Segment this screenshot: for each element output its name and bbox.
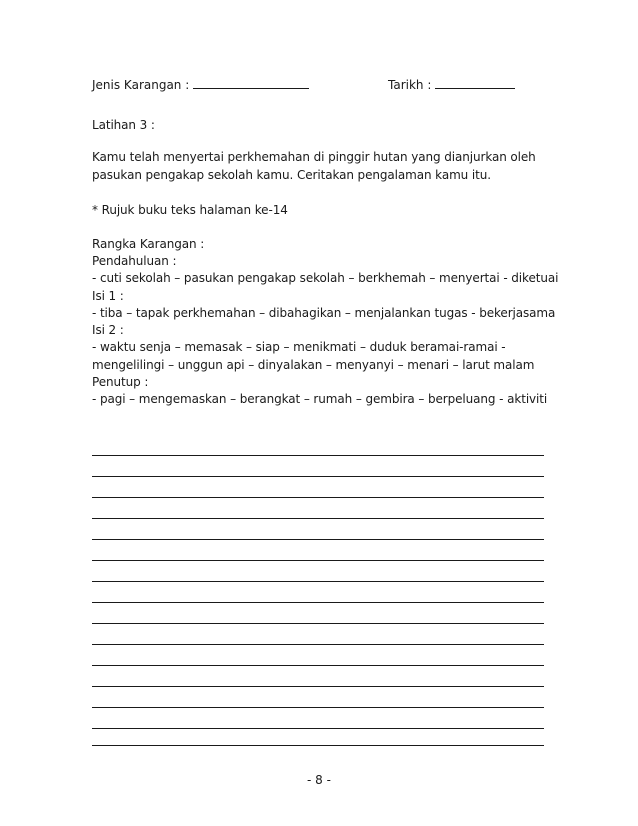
tarikh-label: Tarikh :: [388, 78, 432, 92]
writing-line[interactable]: [92, 665, 544, 666]
outline-pendahuluan-points: - cuti sekolah – pasukan pengakap sekolah – berkhemah – menyertai - diketuai: [92, 271, 559, 285]
writing-line[interactable]: [92, 518, 544, 519]
outline-penutup-points: - pagi – mengemaskan – berangkat – rumah – gembira – berpeluang - aktiviti: [92, 392, 548, 406]
writing-line[interactable]: [92, 497, 544, 498]
jenis-karangan-label: Jenis Karangan :: [92, 78, 190, 92]
writing-line[interactable]: [92, 476, 544, 477]
jenis-karangan-field: [92, 76, 309, 92]
writing-line[interactable]: [92, 728, 544, 729]
outline-isi1-points: - tiba – tapak perkhemahan – dibahagikan – menjalankan tugas - bekerjasama: [92, 306, 556, 320]
reference-note: * Rujuk buku teks halaman ke-14: [92, 203, 288, 217]
exercise-title: Latihan 3 :: [92, 118, 155, 132]
writing-line[interactable]: [92, 581, 544, 582]
page-number: - 8 -: [307, 773, 331, 787]
outline-pendahuluan-label: Pendahuluan :: [92, 254, 177, 268]
outline-heading: Rangka Karangan :: [92, 237, 205, 251]
outline-isi2-points-2: mengelilingi – unggun api – dinyalakan – menyanyi – menari – larut malam: [92, 358, 535, 372]
jenis-karangan-blank[interactable]: [193, 76, 309, 89]
writing-line[interactable]: [92, 623, 544, 624]
outline-isi1-label: Isi 1 :: [92, 289, 124, 303]
tarikh-blank[interactable]: [435, 76, 515, 89]
prompt-line-1: Kamu telah menyertai perkhemahan di pinggir hutan yang dianjurkan oleh: [92, 150, 536, 164]
writing-line[interactable]: [92, 560, 544, 561]
writing-line[interactable]: [92, 707, 544, 708]
writing-line[interactable]: [92, 602, 544, 603]
outline-isi2-points-1: - waktu senja – memasak – siap – menikmati – duduk beramai-ramai -: [92, 340, 506, 354]
writing-line[interactable]: [92, 539, 544, 540]
writing-line[interactable]: [92, 686, 544, 687]
tarikh-field: [388, 76, 515, 92]
outline-penutup-label: Penutup :: [92, 375, 149, 389]
outline-isi2-label: Isi 2 :: [92, 323, 124, 337]
writing-line[interactable]: [92, 745, 544, 746]
writing-line[interactable]: [92, 644, 544, 645]
prompt-line-2: pasukan pengakap sekolah kamu. Ceritakan pengalaman kamu itu.: [92, 168, 491, 182]
writing-line[interactable]: [92, 455, 544, 456]
